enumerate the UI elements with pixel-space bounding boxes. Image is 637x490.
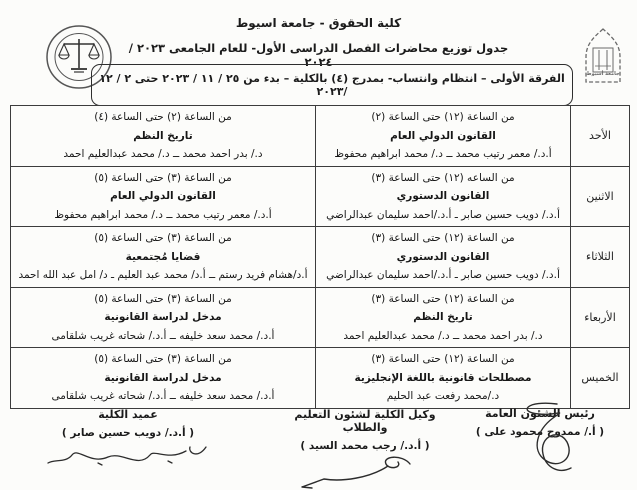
lecture-lecturers: أ.د./ معمر رتيب محمد ــ د./ محمد ابراهيم محفوظ	[54, 208, 272, 221]
lecture-time: من الساعة (٢) حتى الساعة (٤)	[94, 111, 232, 123]
lecture-cell	[316, 348, 571, 409]
lecture-subject: مدخل لدراسة القانونية	[104, 311, 222, 323]
table-row-tuesday	[11, 227, 630, 288]
signatory-name: ( أ.د./ رجب محمد السيد )	[300, 440, 430, 452]
signatory-name: ( أ.د./ دويب حسين صابر )	[61, 427, 195, 439]
lecture-cell	[316, 287, 571, 348]
faculty-title: كلية الحقوق - جامعة اسيوط	[235, 16, 402, 30]
table-row-wednesday	[11, 287, 630, 348]
lecture-time: من الساعة (٣) حتى الساعة (٥)	[94, 171, 232, 184]
lecture-lecturers: أ.د./ محمد سعد خليفه ــ أ.د./ شحاته غريب شلقامى	[51, 390, 275, 402]
lecture-cell	[11, 287, 316, 348]
lecture-cell	[11, 348, 316, 409]
lecture-subject: القانون الدولي العام	[110, 190, 216, 202]
lecture-time: من الساعة (١٢) حتى الساعة (٢)	[371, 111, 515, 123]
signature-vice-dean	[290, 452, 440, 490]
lecture-lecturers: أ.د./ معمر رتيب محمد ــ د./ محمد ابراهيم محفوظ	[334, 148, 552, 160]
day-cell: الاثنين	[571, 166, 630, 227]
schedule-table	[10, 105, 630, 409]
lecture-subject: القانون الدستوري	[396, 190, 490, 202]
lecture-subject: القانون الدستوري	[396, 250, 490, 263]
lecture-time: من الساعة (٣) حتى الساعة (٥)	[94, 232, 232, 244]
lecture-subject: القانون الدولي العام	[390, 129, 496, 142]
lecture-cell	[316, 166, 571, 227]
assiut-university-emblem-icon	[577, 26, 629, 86]
lecture-time: من الساعة (٣) حتى الساعة (٥)	[94, 353, 232, 365]
signatory-name: ( أ./ ممدوح محمود على )	[475, 426, 605, 438]
schedule-title: جدول توزيع محاضرات الفصل الدراسى الأول- للعام الجامعى ٢٠٢٣ / ٢٠٢٤	[128, 41, 509, 69]
day-cell: الأحد	[571, 106, 630, 167]
lecture-subject: مصطلحات قانونية باللغة الإنجليزية	[354, 371, 532, 384]
lecture-cell	[11, 166, 316, 227]
lecture-lecturers: د./محمد رفعت عبد الحليم	[386, 390, 500, 402]
lecture-subject: مدخل لدراسة القانونية	[104, 371, 222, 384]
lecture-time: من الساعة (١٢) حتى الساعة (٣)	[371, 292, 515, 305]
signatory-title: رئيس الشئون العامة	[485, 407, 595, 420]
lecture-cell	[316, 106, 571, 167]
table-row-thursday	[11, 348, 630, 409]
lecture-subject: تاريخ النظم	[133, 129, 193, 142]
day-cell: الخميس	[571, 348, 630, 409]
university-emblem-label: جامعة أسيوط	[586, 71, 620, 77]
lecture-time: من الساعة (١٢) حتى الساعة (٣)	[371, 232, 515, 244]
signatory-title: عميد الكلية	[98, 408, 158, 421]
signatory-title: وكيل الكلية لشئون التعليم والطلاب	[294, 408, 436, 434]
signatory-vice-dean	[275, 408, 455, 490]
lecture-lecturers: د./ بدر احمد محمد ــ د./ محمد عبدالعليم احمد	[343, 329, 543, 342]
lecture-time: من الساعة (١٢) حتى الساعة (٣)	[371, 353, 515, 365]
lecture-subject: قضايا مُجتمعية	[125, 250, 201, 263]
document-header	[120, 16, 517, 69]
lecture-cell	[11, 106, 316, 167]
signature-dean	[38, 439, 218, 469]
lecture-lecturers: أ.د./ دويب حسين صابر ـ أ.د./احمد سليمان عبدالراضي	[326, 269, 560, 281]
table-row-monday	[11, 166, 630, 227]
lecture-time: من الساعه (١٢) حتى الساعة (٣)	[371, 171, 515, 184]
signatory-dean	[28, 408, 228, 469]
lecture-cell	[11, 227, 316, 288]
lecture-lecturers: أ.د./ دويب حسين صابر ـ أ.د./احمد سليمان عبدالراضي	[326, 208, 560, 221]
table-row-sunday	[11, 106, 630, 167]
lecture-subject: تاريخ النظم	[413, 311, 473, 323]
day-cell: الثلاثاء	[571, 227, 630, 288]
group-info-box: الفرقة الأولى – انتظام وانتساب- بمدرج (٤) بالكلية – بدء من ٢٥ / ١١ / ٢٠٢٣ حتى ٢ / ١٢ /٢٠٢٣	[91, 64, 573, 106]
lecture-lecturers: أ.د./ محمد سعد خليفه ــ أ.د./ شحاته غريب شلقامى	[51, 329, 275, 342]
lecture-lecturers: د./ بدر احمد محمد ــ د./ محمد عبدالعليم احمد	[63, 148, 263, 160]
day-cell: الأربعاء	[571, 287, 630, 348]
lecture-time: من الساعة (٣) حتى الساعة (٥)	[94, 292, 232, 305]
lecture-lecturers: أ.د/هشام فريد رستم ــ أ.د/ محمد عبد العليم ـ د/ امل عبد الله احمد	[18, 269, 308, 281]
signatory-general-affairs	[455, 407, 625, 438]
lecture-cell	[316, 227, 571, 288]
